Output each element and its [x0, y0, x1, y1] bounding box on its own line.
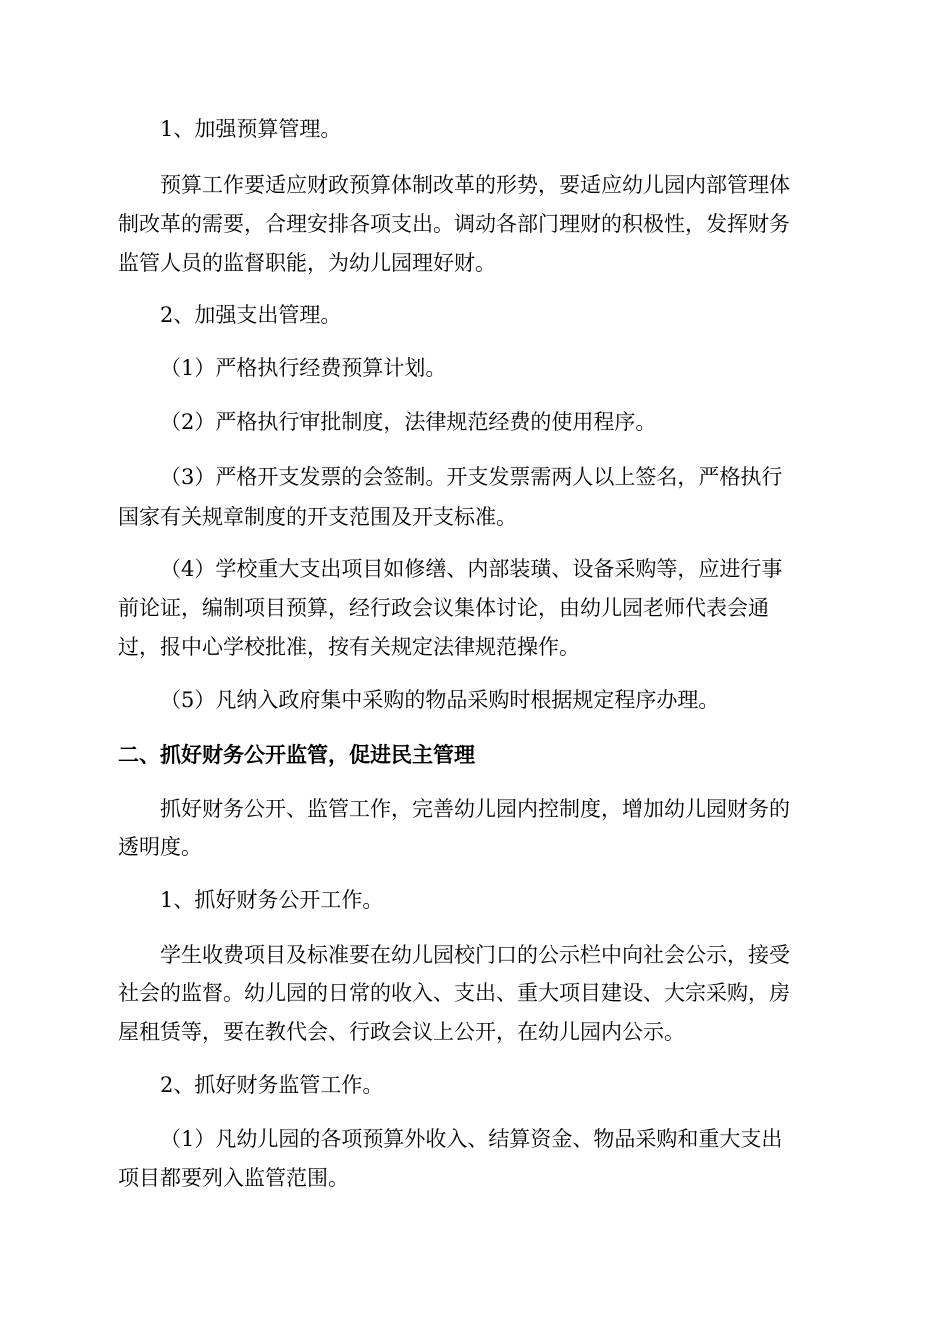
text-line: （5）凡纳入政府集中采购的物品采购时根据规定程序办理。 — [160, 688, 720, 712]
text-line: 制改革的需要，合理安排各项支出。调动各部门理财的积极性，发挥财务 — [118, 212, 790, 236]
text-line: 1、加强预算管理。 — [160, 117, 342, 141]
text-line: 过，报中心学校批准，按有关规定法律规范操作。 — [118, 635, 580, 659]
text-line: （1）凡幼儿园的各项预算外收入、结算资金、物品采购和重大支出 — [160, 1127, 783, 1151]
text-line: 2、加强支出管理。 — [160, 303, 342, 327]
text-line: 前论证，编制项目预算，经行政会议集体讨论，由幼儿园老师代表会通 — [118, 596, 769, 620]
section-heading: 二、抓好财务公开监管，促进民主管理 — [118, 743, 475, 767]
text-line: 监管人员的监督职能，为幼儿园理好财。 — [118, 251, 496, 275]
text-line: 抓好财务公开、监管工作，完善幼儿园内控制度，增加幼儿园财务的 — [160, 797, 790, 821]
text-line: （3）严格开支发票的会签制。开支发票需两人以上签名，严格执行 — [160, 465, 783, 489]
text-line: 学生收费项目及标准要在幼儿园校门口的公示栏中向社会公示，接受 — [160, 943, 790, 967]
text-line: 社会的监督。幼儿园的日常的收入、支出、重大项目建设、大宗采购，房 — [118, 981, 790, 1005]
text-line: 屋租赁等，要在教代会、行政会议上公开，在幼儿园内公示。 — [118, 1020, 685, 1044]
text-line: 1、抓好财务公开工作。 — [160, 888, 384, 912]
text-line: （2）严格执行审批制度，法律规范经费的使用程序。 — [160, 410, 657, 434]
text-line: （4）学校重大支出项目如修缮、内部装璜、设备采购等，应进行事 — [160, 557, 783, 581]
text-line: 2、抓好财务监管工作。 — [160, 1073, 384, 1097]
text-line: （1）严格执行经费预算计划。 — [160, 356, 447, 380]
text-line: 预算工作要适应财政预算体制改革的形势，要适应幼儿园内部管理体 — [160, 173, 790, 197]
text-line: 项目都要列入监管范围。 — [118, 1166, 349, 1190]
text-line: 国家有关规章制度的开支范围及开支标准。 — [118, 505, 517, 529]
text-line: 透明度。 — [118, 835, 202, 859]
